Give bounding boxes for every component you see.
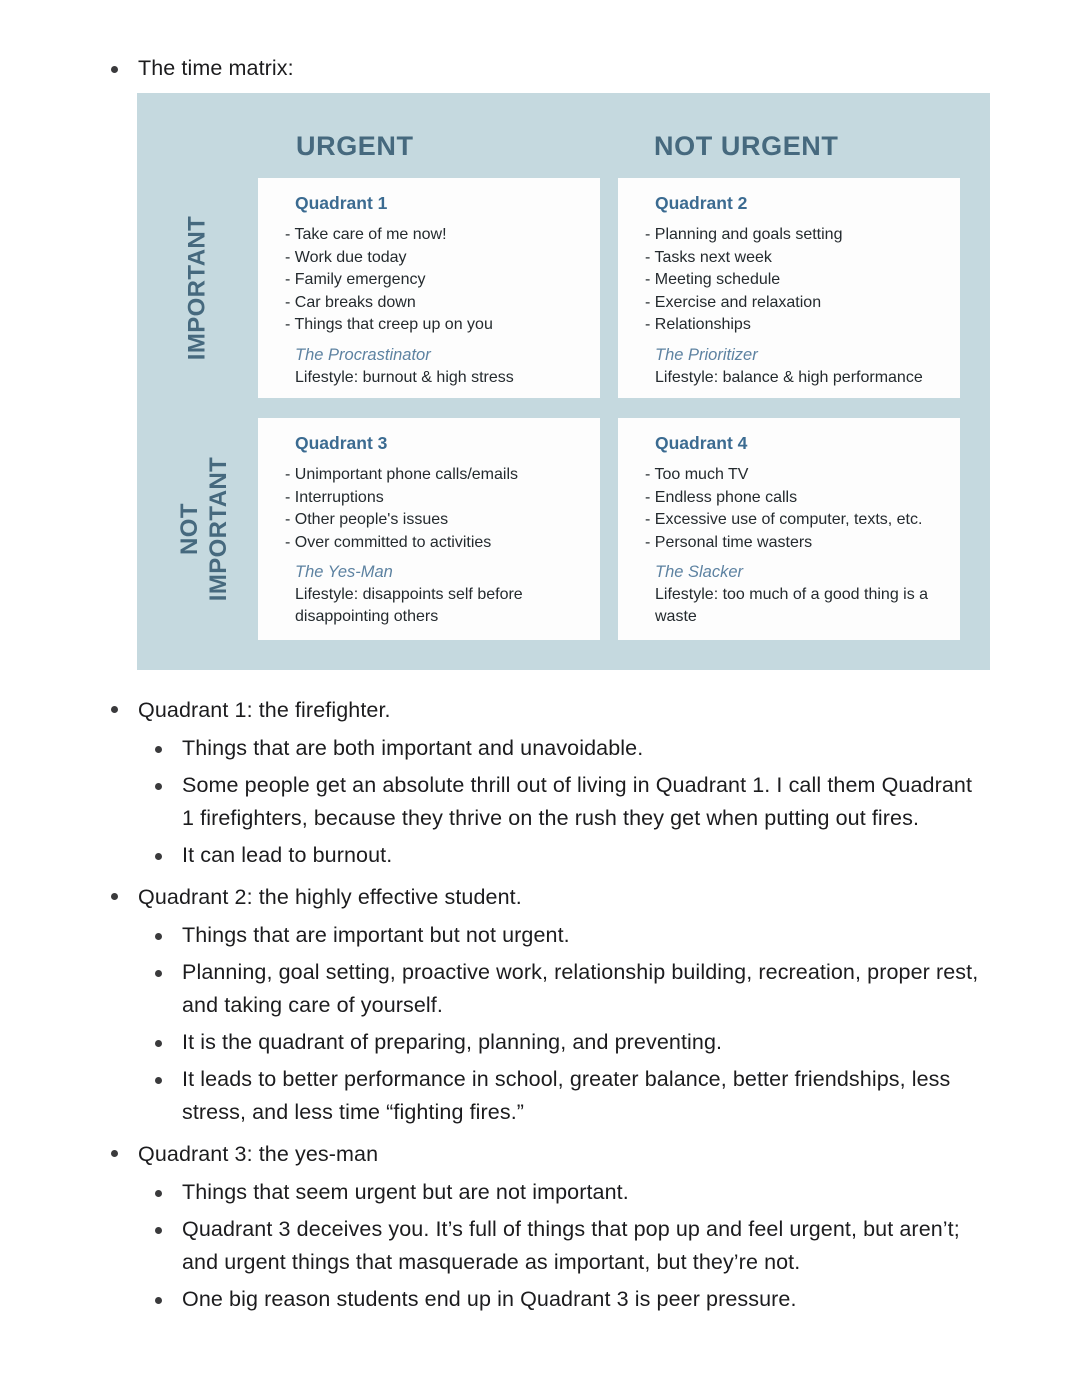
quadrant-3-box [258,418,600,640]
quadrant-1-persona: The Procrastinator [295,345,431,364]
bullet-dot [149,1176,182,1197]
note-sub-text: Planning, goal setting, proactive work, relationship building, recreation, proper rest, and taking care of yourself. [182,960,979,1017]
note-sub-text: It can lead to burnout. [182,843,393,867]
quadrant-4-lifestyle: Lifestyle: too much of a good thing is a waste [655,586,929,625]
quadrant-2-box [618,178,960,398]
bullet-dot [149,1026,182,1047]
quadrant-2-item: - Exercise and relaxation [645,293,822,311]
note-sub-text: Things that seem urgent but are not important. [182,1180,629,1204]
bullet-dot [105,1136,138,1157]
quadrant-4-persona: The Slacker [655,563,744,581]
note-sub-text: Quadrant 3 deceives you. It’s full of things that pop up and feel urgent, but aren’t; and urgent things that masquerade as important, but they’re not. [182,1217,960,1274]
note-sub-text: It is the quadrant of preparing, planning, and preventing. [182,1030,723,1054]
quadrant-2-title: Quadrant 2 [655,193,748,213]
not-important-row-header-line2: IMPORTANT [205,456,232,602]
quadrant-3-item: - Unimportant phone calls/emails [285,466,518,483]
quadrant-2-lifestyle: Lifestyle: balance & high performance [655,368,923,386]
bullet-dot [149,839,182,860]
note-sub-item [149,919,1080,952]
bullet-dot [149,732,182,753]
note-sub-item [149,732,1080,765]
note-sub-item [149,1176,1080,1209]
quadrant-2-item: - Tasks next week [645,248,772,266]
note-sub-text: Some people get an absolute thrill out of living in Quadrant 1. I call them Quadrant 1 firefighters, because they thrive on the rush they get when putting out fires. [182,773,973,830]
bullet-dot [149,769,182,790]
bullet-dot [149,1283,182,1304]
quadrant-4-item: - Endless phone calls [645,488,798,506]
quadrant-2-item: - Relationships [645,316,751,333]
bullet-dot [149,956,182,977]
note-sub-text: Things that are both important and unavoidable. [182,736,644,760]
note-sub-item [149,1213,1080,1279]
note-sub-item [149,956,1080,1022]
quadrant-2-item: - Planning and goals setting [645,226,843,243]
quadrant-3-persona: The Yes-Man [295,563,393,581]
time-matrix-figure [137,93,990,670]
quadrant-1-item: - Things that creep up on you [285,316,493,333]
quadrant-4-box [618,418,960,640]
note-sub-text: It leads to better performance in school, greater balance, better friendships, less stress, and less time “fighting fires.” [182,1067,951,1124]
note-group-quadrant-3 [0,1136,1080,1316]
quadrant-4-item: - Personal time wasters [645,533,813,551]
quadrant-3-title: Quadrant 3 [295,433,388,453]
note-group-quadrant-2 [0,879,1080,1129]
bullet-dot [149,1213,182,1234]
quadrant-4-item: - Excessive use of computer, texts, etc. [645,511,923,528]
quadrant-3-item: - Other people's issues [285,511,449,528]
bullet-dot [105,692,138,713]
quadrant-1-item: - Car breaks down [285,293,416,311]
note-label-text: Quadrant 1: the firefighter. [138,698,391,722]
quadrant-1-title: Quadrant 1 [295,193,388,213]
bullet-dot [149,1063,182,1084]
note-label-text: Quadrant 3: the yes-man [138,1142,379,1166]
note-sub-item [149,769,1080,835]
not-important-row-header [175,418,235,640]
note-label-text: Quadrant 2: the highly effective student. [138,885,522,909]
quadrant-3-lifestyle: Lifestyle: disappoints self before disappointing others [295,586,523,625]
intro-bullet-text: The time matrix: [138,56,294,80]
quadrant-2-item: - Meeting schedule [645,271,781,288]
quadrant-2-persona: The Prioritizer [655,345,758,364]
bullet-dot [105,52,138,73]
quadrant-4-title: Quadrant 4 [655,433,748,453]
quadrant-1-item: - Work due today [285,248,407,266]
quadrant-3-item: - Interruptions [285,488,384,506]
note-sub-item [149,1283,1080,1316]
note-label-item [105,1136,1080,1172]
note-label-item [105,879,1080,915]
not-important-row-header-line1: NOT [176,503,203,555]
bullet-dot [149,919,182,940]
quadrant-1-box [258,178,600,398]
quadrant-3-item: - Over committed to activities [285,533,492,551]
note-group-quadrant-1 [0,692,1080,872]
quadrant-1-item: - Take care of me now! [285,226,447,243]
note-sub-text: One big reason students end up in Quadrant 3 is peer pressure. [182,1287,797,1311]
important-row-header: IMPORTANT [183,215,211,361]
bullet-dot [105,879,138,900]
note-label-item [105,692,1080,728]
urgent-column-header: URGENT [296,131,414,161]
not-urgent-column-header: NOT URGENT [654,131,839,161]
note-sub-item [149,1063,1080,1129]
note-sub-item [149,1026,1080,1059]
quadrant-4-item: - Too much TV [645,466,749,483]
quadrant-1-item: - Family emergency [285,271,426,288]
intro-bullet-item [105,52,1080,85]
quadrant-1-lifestyle: Lifestyle: burnout & high stress [295,368,514,386]
note-sub-text: Things that are important but not urgent. [182,923,570,947]
note-sub-item [149,839,1080,872]
